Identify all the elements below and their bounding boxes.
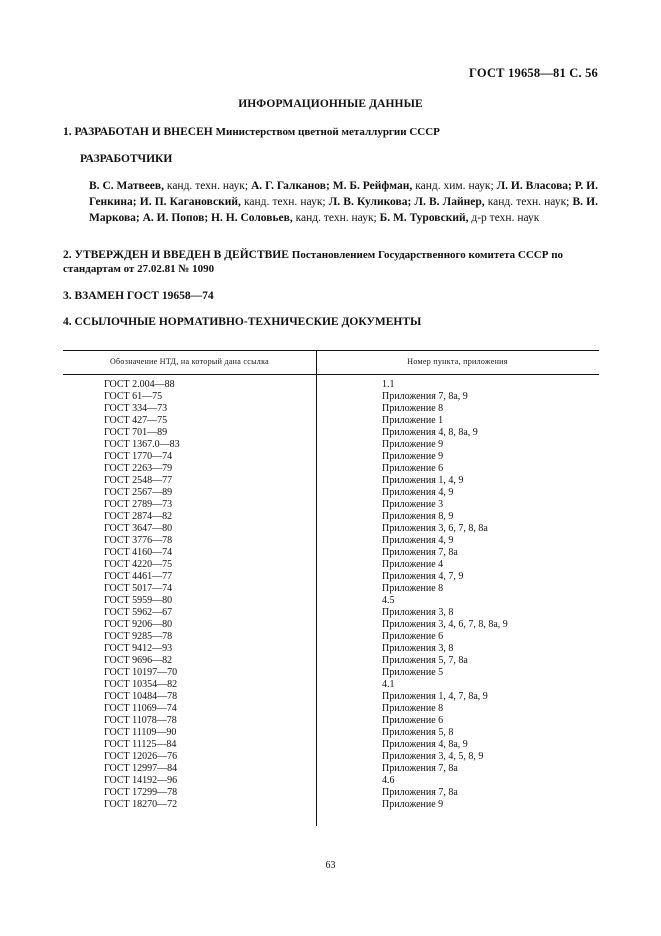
gost-designation: ГОСТ 12026—76 bbox=[104, 751, 178, 762]
gost-designation: ГОСТ 2548—77 bbox=[104, 475, 173, 486]
table-row bbox=[0, 379, 661, 391]
clause-reference: Приложения 3, 8 bbox=[382, 607, 454, 618]
gost-designation: ГОСТ 17299—78 bbox=[104, 787, 178, 798]
developer-name: Л. В. Куликова; Л. В. Лайнер, bbox=[328, 196, 485, 208]
gost-designation: ГОСТ 10354—82 bbox=[104, 679, 178, 690]
developer-degree: канд. техн. наук; bbox=[240, 196, 329, 208]
clause-reference: Приложение 1 bbox=[382, 415, 444, 426]
gost-designation: ГОСТ 427—75 bbox=[104, 415, 168, 426]
section-1-lead: 1. РАЗРАБОТАН И ВНЕСЕН bbox=[63, 126, 213, 138]
gost-designation: ГОСТ 11109—90 bbox=[104, 727, 177, 738]
table-header-clause: Номер пункта, приложения bbox=[407, 357, 508, 366]
gost-designation: ГОСТ 61—75 bbox=[104, 391, 163, 402]
reference-table-body bbox=[0, 379, 661, 811]
table-row bbox=[0, 775, 661, 787]
table-row bbox=[0, 655, 661, 667]
clause-reference: Приложение 9 bbox=[382, 799, 444, 810]
gost-designation: ГОСТ 2.004—88 bbox=[104, 379, 175, 390]
table-row bbox=[0, 475, 661, 487]
table-row bbox=[0, 547, 661, 559]
developers-list bbox=[89, 178, 598, 226]
table-row bbox=[0, 691, 661, 703]
gost-designation: ГОСТ 11069—74 bbox=[104, 703, 177, 714]
clause-reference: 4.6 bbox=[382, 775, 395, 786]
gost-designation: ГОСТ 12997—84 bbox=[104, 763, 178, 774]
gost-designation: ГОСТ 9206—80 bbox=[104, 619, 173, 630]
section-2-lead: 2. УТВЕРЖДЕН И ВВЕДЕН В ДЕЙСТВИЕ bbox=[63, 249, 289, 261]
gost-designation: ГОСТ 3776—78 bbox=[104, 535, 173, 546]
table-row bbox=[0, 463, 661, 475]
table-row bbox=[0, 391, 661, 403]
clause-reference: Приложения 3, 4, 6, 7, 8, 8а, 9 bbox=[382, 619, 508, 630]
clause-reference: Приложения 7, 8а bbox=[382, 787, 458, 798]
developers-heading: РАЗРАБОТЧИКИ bbox=[80, 153, 173, 165]
gost-designation: ГОСТ 10484—78 bbox=[104, 691, 178, 702]
section-2-text: Постановлением Государственного комитета СССР по стандартам от 27.02.81 № 1090 bbox=[63, 249, 564, 275]
clause-reference: Приложения 7, 8а, 9 bbox=[382, 391, 468, 402]
gost-designation: ГОСТ 3647—80 bbox=[104, 523, 173, 534]
table-row bbox=[0, 787, 661, 799]
developer-degree: канд. хим. наук; bbox=[412, 180, 497, 192]
clause-reference: Приложение 8 bbox=[382, 703, 444, 714]
clause-reference: Приложение 8 bbox=[382, 583, 444, 594]
table-row bbox=[0, 619, 661, 631]
table-row bbox=[0, 727, 661, 739]
developer-name: Л. И. Власова; Р. И. Генкина; И. П. Кагановский, bbox=[89, 180, 598, 208]
gost-designation: ГОСТ 14192—96 bbox=[104, 775, 178, 786]
clause-reference: Приложения 3, 8 bbox=[382, 643, 454, 654]
gost-designation: ГОСТ 701—89 bbox=[104, 427, 168, 438]
clause-reference: Приложение 6 bbox=[382, 715, 444, 726]
developer-degree: канд. техн. наук; bbox=[292, 212, 380, 224]
table-header-document: Обозначение НТД, на который дана ссылка bbox=[109, 357, 270, 366]
gost-designation: ГОСТ 5962—67 bbox=[104, 607, 173, 618]
section-2 bbox=[63, 248, 598, 276]
table-row bbox=[0, 679, 661, 691]
gost-designation: ГОСТ 334—73 bbox=[104, 403, 168, 414]
clause-reference: 1.1 bbox=[382, 379, 395, 390]
table-row bbox=[0, 583, 661, 595]
gost-designation: ГОСТ 5959—80 bbox=[104, 595, 173, 606]
page-title: ИНФОРМАЦИОННЫЕ ДАННЫЕ bbox=[238, 98, 423, 110]
table-row bbox=[0, 559, 661, 571]
table-row bbox=[0, 595, 661, 607]
table-row bbox=[0, 631, 661, 643]
clause-reference: Приложение 6 bbox=[382, 631, 444, 642]
gost-designation: ГОСТ 1367.0—83 bbox=[104, 439, 180, 450]
developer-name: В. И. Маркова; А. И. Попов; Н. Н. Соловьев, bbox=[89, 196, 598, 224]
table-row bbox=[0, 763, 661, 775]
table-row bbox=[0, 439, 661, 451]
table-row bbox=[0, 667, 661, 679]
table-row bbox=[0, 499, 661, 511]
developer-degree: канд. техн. наук; bbox=[164, 180, 251, 192]
section-4: 4. ССЫЛОЧНЫЕ НОРМАТИВНО-ТЕХНИЧЕСКИЕ ДОКУМЕНТЫ bbox=[63, 316, 422, 328]
clause-reference: Приложение 9 bbox=[382, 451, 444, 462]
gost-designation: ГОСТ 18270—72 bbox=[104, 799, 178, 810]
table-row bbox=[0, 523, 661, 535]
gost-designation: ГОСТ 9412—93 bbox=[104, 643, 173, 654]
clause-reference: Приложение 5 bbox=[382, 667, 444, 678]
gost-designation: ГОСТ 9285—78 bbox=[104, 631, 173, 642]
developer-name: В. С. Матвеев, bbox=[89, 180, 164, 192]
gost-designation: ГОСТ 2263—79 bbox=[104, 463, 173, 474]
gost-designation: ГОСТ 4461—77 bbox=[104, 571, 173, 582]
clause-reference: 4.1 bbox=[382, 679, 395, 690]
table-row bbox=[0, 415, 661, 427]
table-row bbox=[0, 739, 661, 751]
gost-designation: ГОСТ 4160—74 bbox=[104, 547, 173, 558]
table-row bbox=[0, 751, 661, 763]
clause-reference: Приложения 4, 8а, 9 bbox=[382, 739, 468, 750]
standard-reference: ГОСТ 19658—81 С. 56 bbox=[469, 66, 598, 80]
gost-designation: ГОСТ 11125—84 bbox=[104, 739, 177, 750]
table-top-rule bbox=[63, 350, 599, 351]
section-1-text: Министерством цветной металлургии СССР bbox=[215, 126, 440, 138]
gost-designation: ГОСТ 2874—82 bbox=[104, 511, 173, 522]
clause-reference: Приложения 4, 9 bbox=[382, 487, 454, 498]
developer-name: Б. М. Туровский, bbox=[379, 212, 469, 224]
clause-reference: Приложения 4, 8, 8а, 9 bbox=[382, 427, 478, 438]
table-row bbox=[0, 703, 661, 715]
clause-reference: Приложение 9 bbox=[382, 439, 444, 450]
page-number: 63 bbox=[325, 860, 336, 871]
gost-designation: ГОСТ 9696—82 bbox=[104, 655, 173, 666]
table-row bbox=[0, 607, 661, 619]
clause-reference: Приложения 3, 6, 7, 8, 8а bbox=[382, 523, 488, 534]
section-3: 3. ВЗАМЕН ГОСТ 19658—74 bbox=[63, 290, 214, 302]
gost-designation: ГОСТ 4220—75 bbox=[104, 559, 173, 570]
table-row bbox=[0, 799, 661, 811]
gost-designation: ГОСТ 2789—73 bbox=[104, 499, 173, 510]
gost-designation: ГОСТ 2567—89 bbox=[104, 487, 173, 498]
clause-reference: Приложение 6 bbox=[382, 463, 444, 474]
clause-reference: Приложения 7, 8а bbox=[382, 547, 458, 558]
developer-degree: д-р техн. наук bbox=[468, 212, 540, 224]
clause-reference: Приложение 8 bbox=[382, 403, 444, 414]
table-row bbox=[0, 403, 661, 415]
table-row bbox=[0, 511, 661, 523]
table-row bbox=[0, 427, 661, 439]
table-row bbox=[0, 571, 661, 583]
clause-reference: Приложения 5, 7, 8а bbox=[382, 655, 468, 666]
table-header-rule bbox=[63, 374, 599, 375]
gost-designation: ГОСТ 1770—74 bbox=[104, 451, 173, 462]
clause-reference: Приложения 5, 8 bbox=[382, 727, 454, 738]
table-row bbox=[0, 535, 661, 547]
table-row bbox=[0, 715, 661, 727]
clause-reference: Приложение 4 bbox=[382, 559, 444, 570]
clause-reference: Приложения 4, 7, 9 bbox=[382, 571, 464, 582]
developer-name: А. Г. Галканов; М. Б. Рейфман, bbox=[250, 180, 413, 192]
clause-reference: Приложения 8, 9 bbox=[382, 511, 454, 522]
section-1 bbox=[63, 125, 598, 140]
table-row bbox=[0, 451, 661, 463]
gost-designation: ГОСТ 11078—78 bbox=[104, 715, 177, 726]
gost-designation: ГОСТ 10197—70 bbox=[104, 667, 178, 678]
clause-reference: 4.5 bbox=[382, 595, 395, 606]
gost-designation: ГОСТ 5017—74 bbox=[104, 583, 173, 594]
clause-reference: Приложения 1, 4, 7, 8а, 9 bbox=[382, 691, 488, 702]
clause-reference: Приложения 1, 4, 9 bbox=[382, 475, 464, 486]
table-row bbox=[0, 487, 661, 499]
clause-reference: Приложение 3 bbox=[382, 499, 444, 510]
developer-degree: канд. техн. наук; bbox=[484, 196, 573, 208]
table-row bbox=[0, 643, 661, 655]
clause-reference: Приложения 3, 4, 5, 8, 9 bbox=[382, 751, 484, 762]
clause-reference: Приложения 7, 8а bbox=[382, 763, 458, 774]
clause-reference: Приложения 4, 9 bbox=[382, 535, 454, 546]
